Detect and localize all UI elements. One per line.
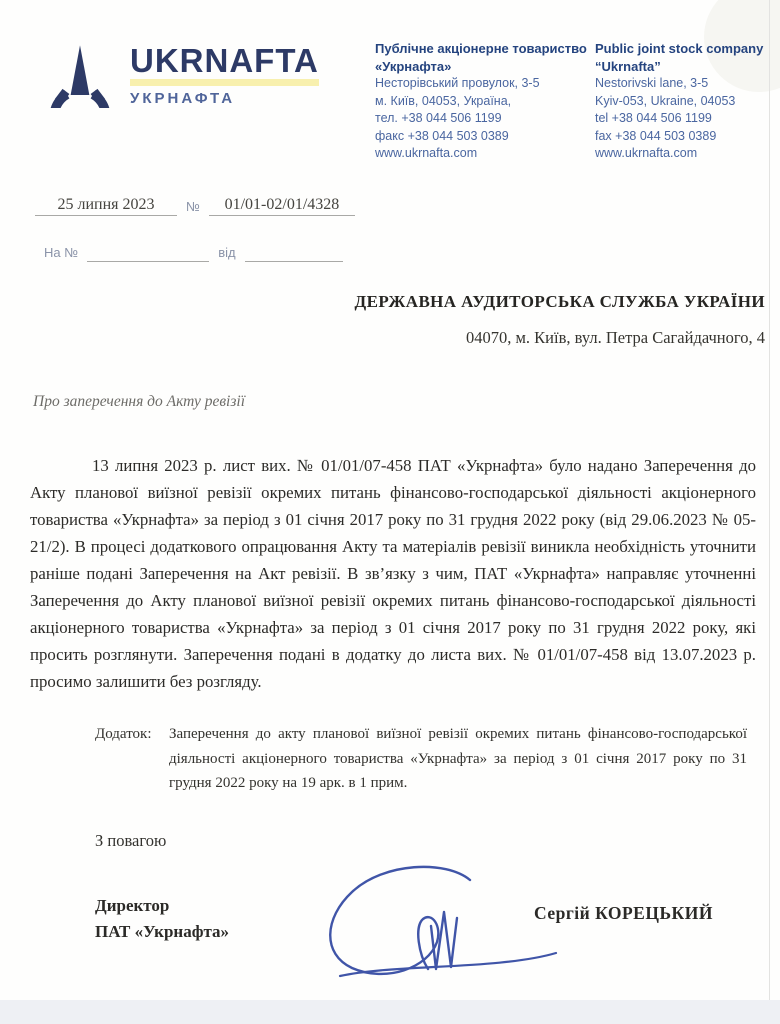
attachment-label: Додаток: xyxy=(95,726,152,742)
scan-bottom-band xyxy=(0,1000,780,1024)
signer-position-block xyxy=(95,893,229,945)
company-address-en xyxy=(595,40,770,163)
logo-wordmark-cyrillic: УКРНАФТА xyxy=(130,90,236,107)
from-date-label: від xyxy=(218,245,236,260)
outgoing-number: 01/01-02/01/4328 xyxy=(209,196,355,216)
body-paragraph: 13 липня 2023 р. лист вих. № 01/01/07-458 ПАТ «Укрнафта» було надано Заперечення до Акту планової виїзної ревізії окремих питань фінансово-господарської діяльності акціонерного товариства «Укрнафта» за період з 01 січня 2017 року по 31 грудня 2022 року (від 29.06.2023 № 05-21/2). В процесі додаткового опрацювання Акту та матеріалів ревізії виникла необхідність уточнити раніше подані Заперечення на Акт ревізії. В зв’язку з чим, ПАТ «Укрнафта» направляє уточненні Заперечення до Акту планової виїзної ревізії окремих питань фінансово-господарської діяльності акціонерного товариства «Укрнафта» за період з 01 січня 2017 року по 31 грудня 2022 року, які просить розглянути. Заперечення подані в додатку до листа вих. № 01/01/07-458 від 13.07.2023 р. просимо залишити без розгляду. xyxy=(30,456,756,691)
company-name-en-line2: “Ukrnafta” xyxy=(595,58,661,74)
letter-date: 25 липня 2023 xyxy=(35,196,177,216)
phone-en: tel +38 044 506 1199 xyxy=(595,111,712,125)
reference-row-1 xyxy=(35,196,370,216)
phone-uk: тел. +38 044 506 1199 xyxy=(375,111,502,125)
signer-position-line2: ПАТ «Укрнафта» xyxy=(95,922,230,941)
ukrnafta-derrick-icon xyxy=(44,36,116,108)
number-sign-label: № xyxy=(186,199,200,214)
company-logo xyxy=(44,36,319,108)
reply-date-blank xyxy=(245,242,343,262)
signer-position-line1: Директор xyxy=(95,896,170,915)
address-en-line1: Nestorivski lane, 3-5 xyxy=(595,76,709,90)
company-name-uk-line2: «Укрнафта» xyxy=(375,58,452,74)
attachment-note xyxy=(95,722,747,796)
website-uk: www.ukrnafta.com xyxy=(375,146,478,160)
signer-name: Сергій КОРЕЦЬКИЙ xyxy=(534,903,713,923)
company-name-uk-line1: Публічне акціонерне товариство xyxy=(375,41,587,56)
address-en-line2: Kyiv-053, Ukraine, 04053 xyxy=(595,93,736,108)
fax-en: fax +38 044 503 0389 xyxy=(595,128,717,143)
address-uk-line2: м. Київ, 04053, Україна, xyxy=(375,93,512,108)
website-en: www.ukrnafta.com xyxy=(595,146,698,160)
logo-wordmark-block xyxy=(130,36,319,107)
reply-to-number-label: На № xyxy=(44,245,79,260)
recipient-name: ДЕРЖАВНА АУДИТОРСЬКА СЛУЖБА УКРАЇНИ xyxy=(354,292,765,311)
logo-accent-bar xyxy=(130,79,319,86)
reply-number-blank xyxy=(87,242,209,262)
recipient-block xyxy=(355,292,765,348)
fax-uk: факс +38 044 503 0389 xyxy=(375,128,509,143)
attachment-text: Заперечення до акту планової виїзної ревізії окремих питань фінансово-господарської діяльності акціонерного товариства «Укрнафта» за період з 01 січня 2017 року по 31 грудня 2022 року на 19 арк. в 1 прим. xyxy=(169,726,747,791)
subject-line: Про заперечення до Акту ревізії xyxy=(33,393,246,410)
company-address-uk xyxy=(375,40,590,163)
handwritten-signature xyxy=(318,856,568,991)
address-uk-line1: Несторівський провулок, 3-5 xyxy=(375,76,540,90)
reference-block xyxy=(35,196,370,262)
closing-regards: З повагою xyxy=(95,831,167,850)
logo-wordmark: UKRNAFTA xyxy=(130,42,319,79)
reference-row-2 xyxy=(35,242,370,262)
recipient-address: 04070, м. Київ, вул. Петра Сагайдачного, 4 xyxy=(465,328,765,347)
company-name-en-line1: Public joint stock company xyxy=(595,41,764,56)
